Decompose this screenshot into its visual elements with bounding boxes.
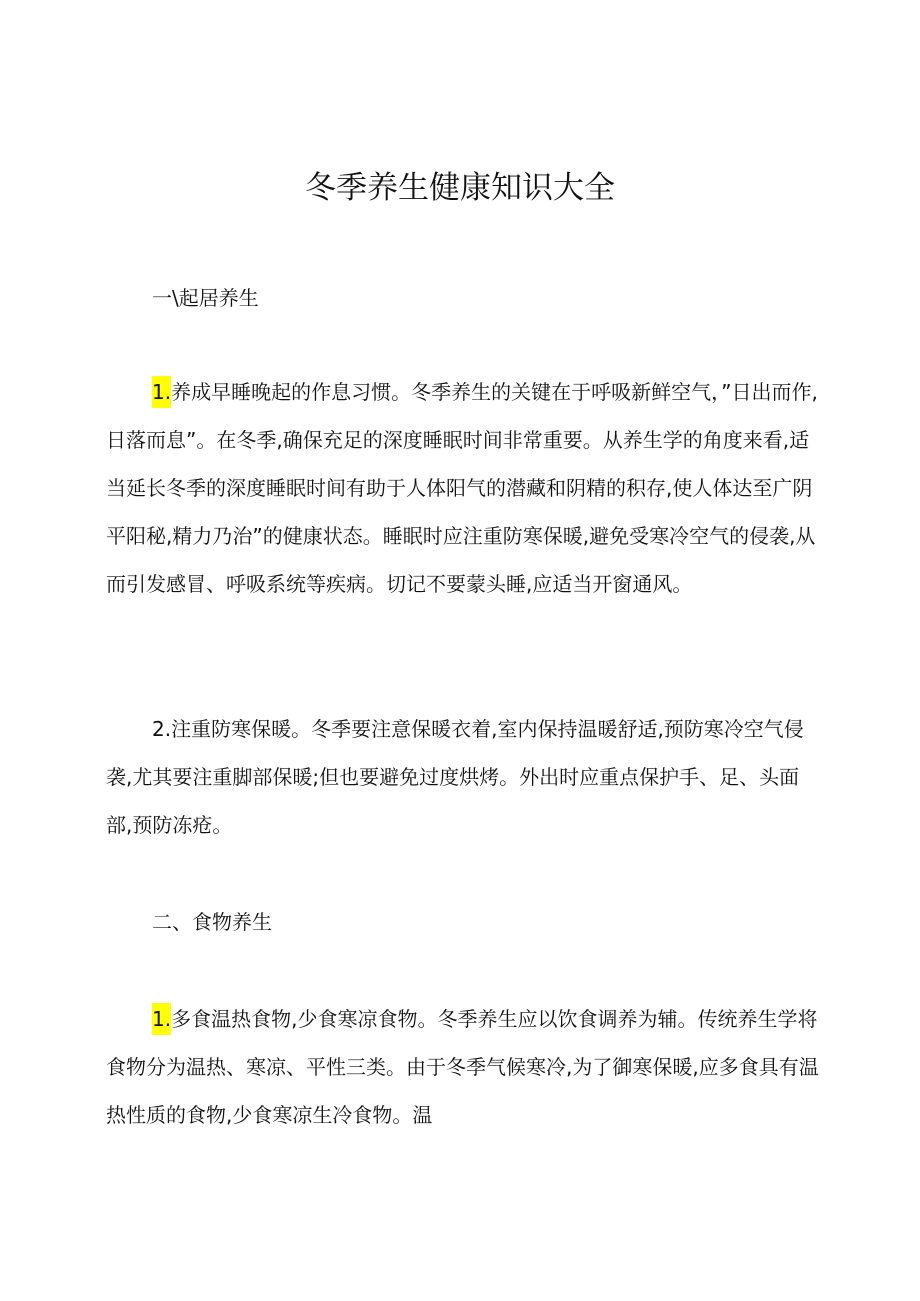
paragraph-text: 养成早睡晚起的作息习惯。冬季养生的关键在于呼吸新鲜空气，”日出而作,日落而息”。在冬季,确保充足的深度睡眠时间非常重要。从养生学的角度来看,适当延长冬季的深度睡眠时间有助于人体阳气的潜藏和阴精的积存,使人体达至广阴平阳秘,精力乃治”的健康状态。睡眠时应注重防寒保暖,避免受寒冷空气的侵袭,从而引发感冒、呼吸系统等疾病。切记不要蒙头睡,应适当开窗通风。 bbox=[106, 380, 818, 596]
section-heading-lifestyle: 一\起居养生 bbox=[152, 286, 259, 310]
paragraph-warm-food bbox=[106, 995, 822, 1139]
paragraph-keep-warm: 2.注重防寒保暖。冬季要注意保暖衣着,室内保持温暖舒适,预防寒冷空气侵袭,尤其要注重脚部保暖;但也要避免过度烘烤。外出时应重点保护手、足、头面部,预防冻疮。 bbox=[106, 717, 804, 837]
paragraph-early-sleep bbox=[106, 368, 822, 608]
document-title: 冬季养生健康知识大全 bbox=[305, 170, 615, 206]
item-number-highlight: 1. bbox=[152, 1003, 171, 1035]
section-heading-food: 二、食物养生 bbox=[152, 910, 272, 934]
paragraph-text: 多食温热食物,少食寒凉食物。冬季养生应以饮食调养为辅。传统养生学将食物分为温热、寒凉、平性三类。由于冬季气候寒冷,为了御寒保暖,应多食具有温热性质的食物,少食寒凉生冷食物。温 bbox=[106, 1007, 819, 1127]
item-number-highlight: 1. bbox=[152, 376, 171, 408]
